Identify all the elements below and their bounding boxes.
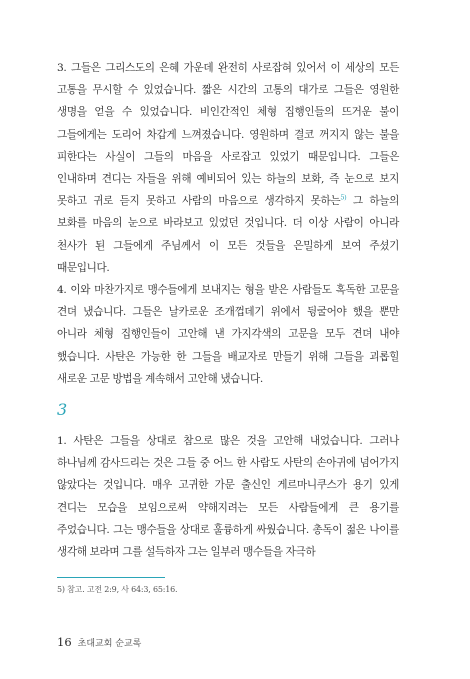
footnote: 5) 참고. 고전 2:9, 사 64:3, 65:16. [57, 585, 178, 594]
paragraph-3 [57, 57, 399, 279]
running-title: 초대교회 순교록 [77, 639, 142, 649]
paragraph-3-text-a: 3. 그들은 그리스도의 은혜 가운데 완전히 사로잡혀 있어서 이 세상의 모든 고통을 무시할 수 있었습니다. 짧은 시간의 고통의 대가로 그들은 영원한 생명을 얻을 수 있었습니다. 비인간적인 체형 집행인들의 뜨거운 불이 그들에게는 도리어 차갑게 느껴졌습니다. 영원하며 결코 꺼지지 않는 불을 피한다는 사실이 그들의 마음을 사로잡고 있었기 때문입니다. 그들은 인내하며 견디는 자들을 위해 예비되어 있는 하늘의 보화, 즉 눈으로 보지 못하고 귀로 듣지 못하고 사람의 마음으로 생각하지 못하는 [57, 62, 399, 208]
section-3-paragraph-1: 1. 사탄은 그들을 상대로 참으로 많은 것을 고안해 내었습니다. 그러나 하나님께 감사드리는 것은 그들 중 어느 한 사람도 사탄의 손아귀에 넘어가지 않았다는 것입니다. 매우 고귀한 가문 출신인 게르마니쿠스가 용기 있게 견디는 모습을 보임으로써 약해지려는 모든 사람들에게 큰 용기를 주었습니다. 그는 맹수들을 상대로 훌륭하게 싸웠습니다. 총독이 젊은 나이를 생각해 보라며 그를 설득하자 그는 일부러 맹수들을 자극하 [57, 435, 399, 559]
footnote-divider [57, 577, 165, 578]
paragraph-3-text-b: 그 하늘의 보화를 마음의 눈으로 바라보고 있었던 것입니다. 더 이상 사람이 아니라 천사가 된 그들에게 주님께서 이 모든 것들을 은밀하게 보여 주셨기 때문입니다. [57, 195, 400, 274]
footnote-reference[interactable]: 5) [340, 193, 347, 202]
page-number: 16 [57, 635, 72, 649]
paragraph-4: 4. 이와 마찬가지로 맹수들에게 보내지는 형을 받은 사람들도 혹독한 고문을 견뎌 냈습니다. 그들은 날카로운 조개껍데기 위에서 뒹굴어야 했을 뿐만 아니라 체형 집행인들이 고안해 낸 가지각색의 고문을 모두 견뎌 내야 했습니다. 사탄은 가능한 한 그들을 배교자로 만들기 위해 그들을 괴롭힐 새로운 고문 방법을 계속해서 고안해 냈습니다. [57, 284, 399, 385]
page-footer [57, 635, 141, 649]
section-number: 3 [57, 400, 68, 419]
